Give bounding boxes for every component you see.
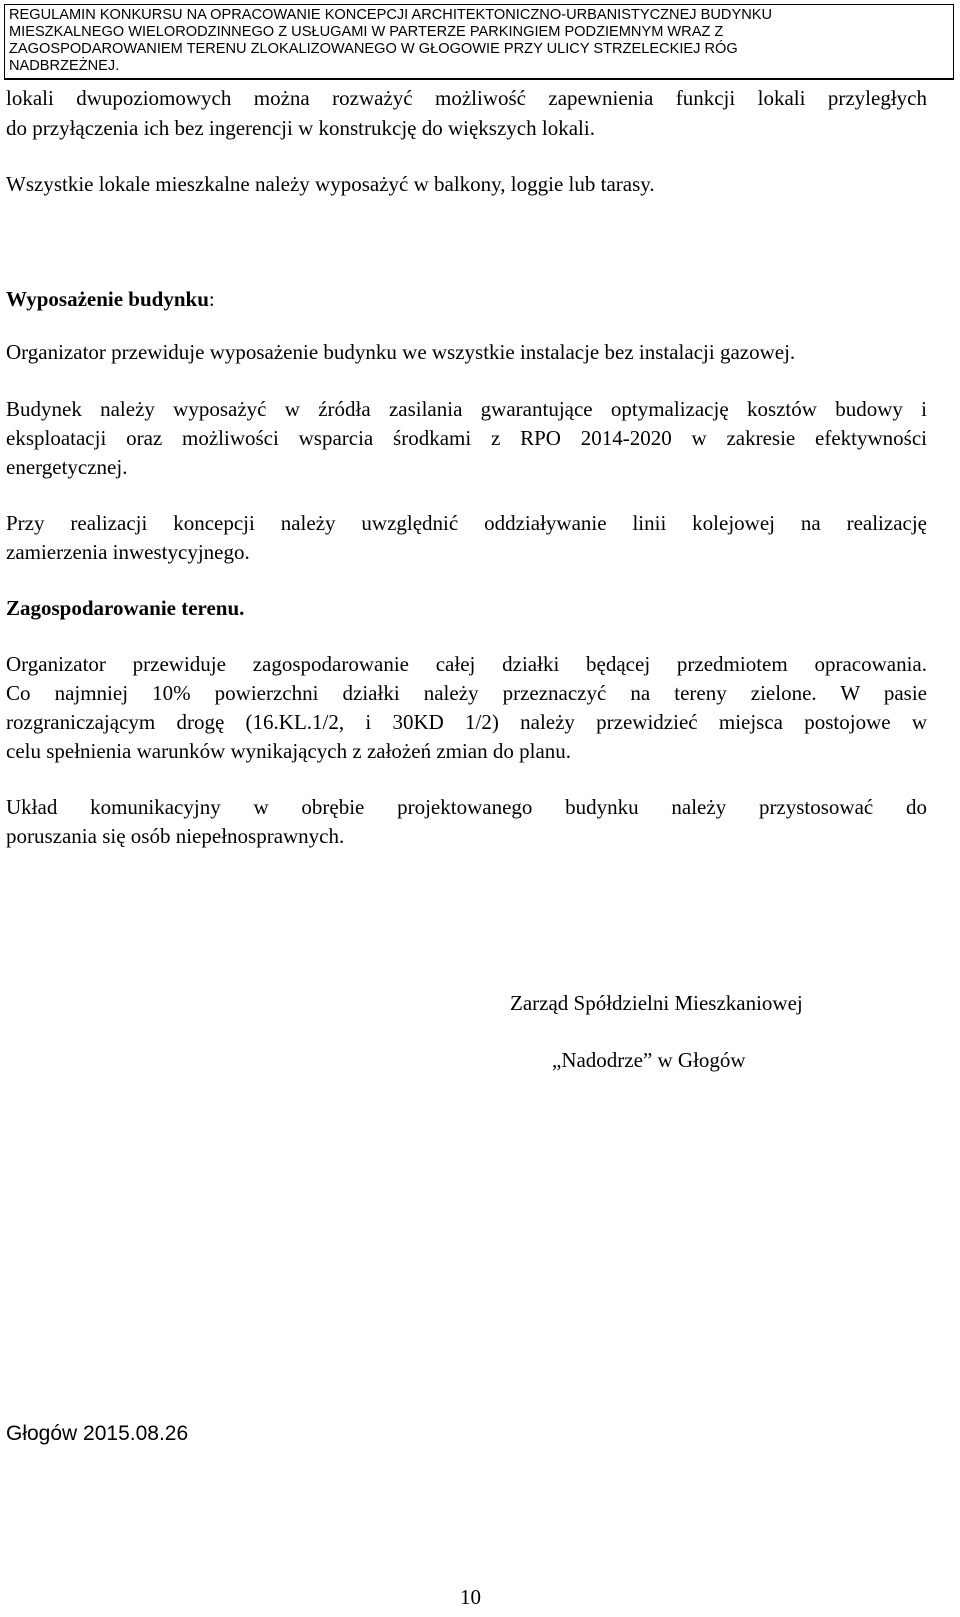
header-line: NADBRZEŻNEJ. — [9, 58, 120, 74]
paragraph-line: zamierzenia inwestycyjnego. — [6, 540, 250, 564]
signature-city: „Nadodrze” w Głogów — [552, 1048, 746, 1072]
paragraph-line: Budynek należy wyposażyć w źródła zasilania gwarantujące optymalizację kosztów budowy i — [6, 397, 927, 421]
paragraph-line: energetycznej. — [6, 455, 128, 479]
paragraph-line: eksploatacji oraz możliwości wsparcia środkami z RPO 2014-2020 w zakresie efektywności — [6, 426, 927, 450]
paragraph-line: Przy realizacji koncepcji należy uwzględnić oddziaływanie linii kolejowej na realizację — [6, 511, 927, 535]
paragraph-line: Organizator przewiduje wyposażenie budynku we wszystkie instalacje bez instalacji gazowej. — [6, 340, 796, 364]
paragraph-line: poruszania się osób niepełnosprawnych. — [6, 824, 345, 848]
paragraph-line: celu spełnienia warunków wynikających z założeń zmian do planu. — [6, 739, 572, 763]
document-header — [4, 4, 954, 80]
paragraph-line: Układ komunikacyjny w obrębie projektowanego budynku należy przystosować do — [6, 795, 927, 819]
header-line: REGULAMIN KONKURSU NA OPRACOWANIE KONCEPCJI ARCHITEKTONICZNO-URBANISTYCZNEJ BUDYNKU — [9, 7, 773, 23]
heading-text: Wyposażenie budynku — [6, 287, 209, 311]
paragraph-line: Organizator przewiduje zagospodarowanie całej działki będącej przedmiotem opracowania. — [6, 652, 927, 676]
paragraph-line: rozgraniczającym drogę (16.KL.1/2, i 30KD 1/2) należy przewidzieć miejsca postojowe w — [6, 710, 927, 734]
header-line: ZAGOSPODAROWANIEM TERENU ZLOKALIZOWANEGO W GŁOGOWIE PRZY ULICY STRZELECKIEJ RÓG — [9, 41, 738, 57]
signature-organization: Zarząd Spółdzielni Mieszkaniowej — [510, 991, 803, 1015]
page-number: 10 — [460, 1585, 481, 1609]
heading-colon: : — [208, 287, 215, 311]
section-heading — [6, 287, 215, 312]
section-heading: Zagospodarowanie terenu. — [6, 596, 245, 620]
paragraph-line: Co najmniej 10% powierzchni działki należy przeznaczyć na tereny zielone. W pasie — [6, 681, 927, 705]
document-date: Głogów 2015.08.26 — [6, 1422, 189, 1445]
paragraph-line: Wszystkie lokale mieszkalne należy wyposażyć w balkony, loggie lub tarasy. — [6, 172, 655, 196]
header-line: MIESZKALNEGO WIELORODZINNEGO Z USŁUGAMI W PARTERZE PARKINGIEM PODZIEMNYM WRAZ Z — [9, 24, 724, 40]
paragraph-line: do przyłączenia ich bez ingerencji w konstrukcję do większych lokali. — [6, 116, 595, 140]
paragraph-line: lokali dwupoziomowych można rozważyć możliwość zapewnienia funkcji lokali przyległych — [6, 86, 927, 110]
